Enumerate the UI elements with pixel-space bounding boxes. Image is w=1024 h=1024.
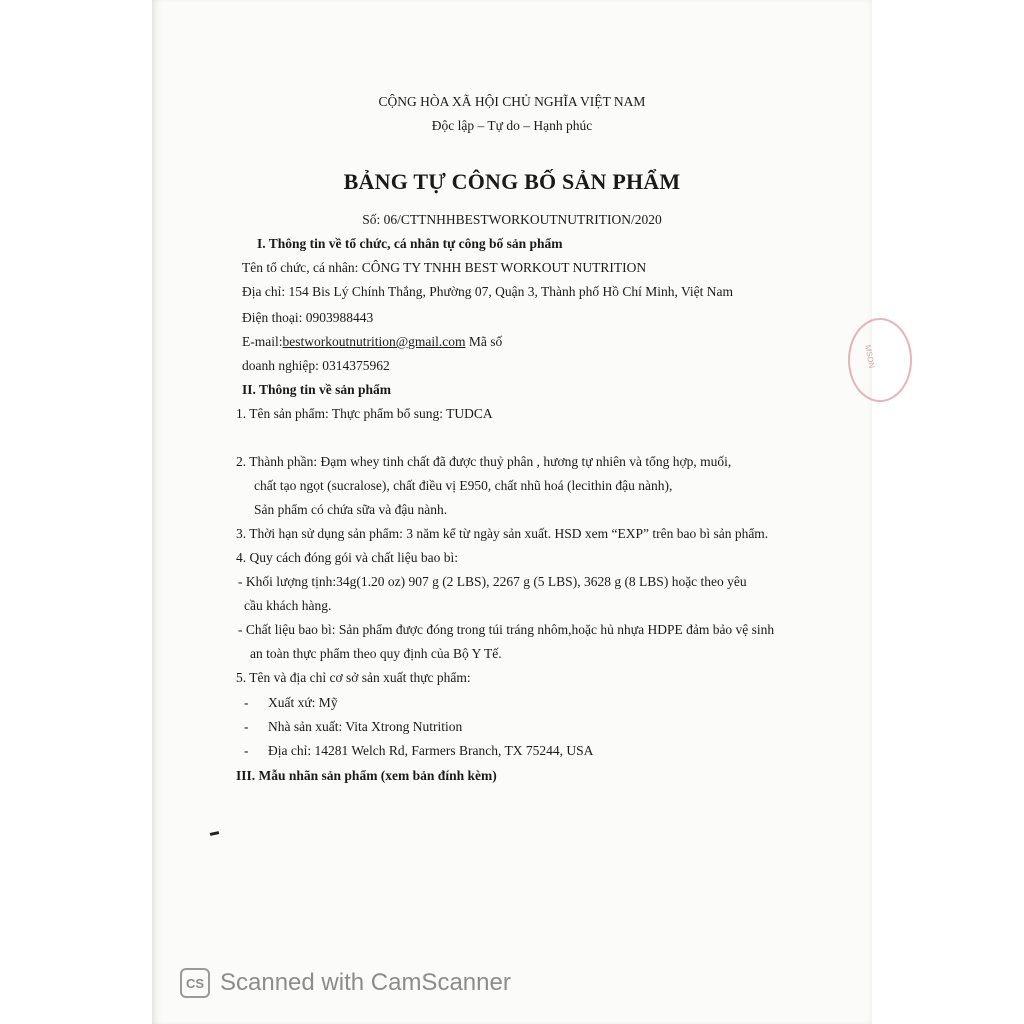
email-label: E-mail: [242,334,283,349]
camscanner-logo-icon: CS [180,968,210,998]
stamp-lettering: MSDN [863,344,877,369]
ingredients-line-2: chất tạo ngọt (sucralose), chất điều vị E950, chất nhũ hoá (lecithin đậu nành), [254,478,673,493]
packaging-material-line-1: - Chất liệu bao bì: Sản phẩm được đóng trong túi tráng nhôm,hoặc hủ nhựa HDPE đảm bảo vệ sinh [238,622,775,637]
maker-bullet: - [244,719,249,734]
section-3-heading: III. Mẫu nhãn sản phẩm (xem bản đính kèm) [236,768,497,783]
net-weight-line-2: cầu khách hàng. [244,598,332,613]
net-weight-line-1: - Khối lượng tịnh:34g(1.20 oz) 907 g (2 LBS), 2267 g (5 LBS), 3628 g (8 LBS) hoặc theo yêu [238,574,747,589]
maker-name: Nhà sản xuất: Vita Xtrong Nutrition [268,719,463,734]
motto: Độc lập – Tự do – Hạnh phúc [431,118,593,133]
document-number: Số: 06/CTTNHHBESTWORKOUTNUTRITION/2020 [362,212,662,227]
business-code: doanh nghiệp: 0314375962 [242,358,390,373]
shelf-life: 3. Thời hạn sử dụng sản phẩm: 3 năm kể từ ngày sản xuất. HSD xem “EXP” trên bao bì sản phẩm. [236,526,769,541]
country-heading: CỘNG HÒA XÃ HỘI CHỦ NGHĨA VIỆT NAM [378,94,646,109]
origin: Xuất xứ: Mỹ [268,695,338,710]
document-title: BẢNG TỰ CÔNG BỐ SẢN PHẨM [343,169,681,194]
origin-bullet: - [244,695,249,710]
section-2-heading: II. Thông tin về sản phẩm [242,382,392,397]
watermark-text: Scanned with CamScanner [220,969,511,996]
business-code-label: Mã số [465,334,503,349]
email-row [242,334,502,350]
camscanner-watermark [180,966,511,1000]
manufacturer-heading: 5. Tên và địa chỉ cơ sở sản xuất thực phẩm: [236,670,471,685]
product-name: 1. Tên sản phẩm: Thực phẩm bổ sung: TUDCA [236,406,493,421]
red-stamp-seal [848,318,912,402]
packaging-heading: 4. Quy cách đóng gói và chất liệu bao bì: [236,550,458,565]
section-1-heading: I. Thông tin về tổ chức, cá nhân tự công bố sản phẩm [257,236,563,251]
maker-address: Địa chỉ: 14281 Welch Rd, Farmers Branch, TX 75244, USA [268,743,594,758]
organization-phone: Điện thoại: 0903988443 [242,310,374,325]
organization-name: Tên tổ chức, cá nhân: CÔNG TY TNHH BEST WORKOUT NUTRITION [242,260,647,275]
organization-address: Địa chỉ: 154 Bis Lý Chính Thắng, Phường 07, Quận 3, Thành phố Hồ Chí Minh, Việt Nam [242,284,734,299]
email-link[interactable]: bestworkoutnutrition@gmail.com [282,334,466,349]
ingredients-line-3: Sản phẩm có chứa sữa và đậu nành. [254,502,448,517]
ingredients-line-1: 2. Thành phần: Đạm whey tinh chất đã được thuỷ phân , hương tự nhiên và tổng hợp, muối, [236,454,732,469]
maker-address-bullet: - [244,743,249,758]
packaging-material-line-2: an toàn thực phẩm theo quy định của Bộ Y Tế. [250,646,502,661]
